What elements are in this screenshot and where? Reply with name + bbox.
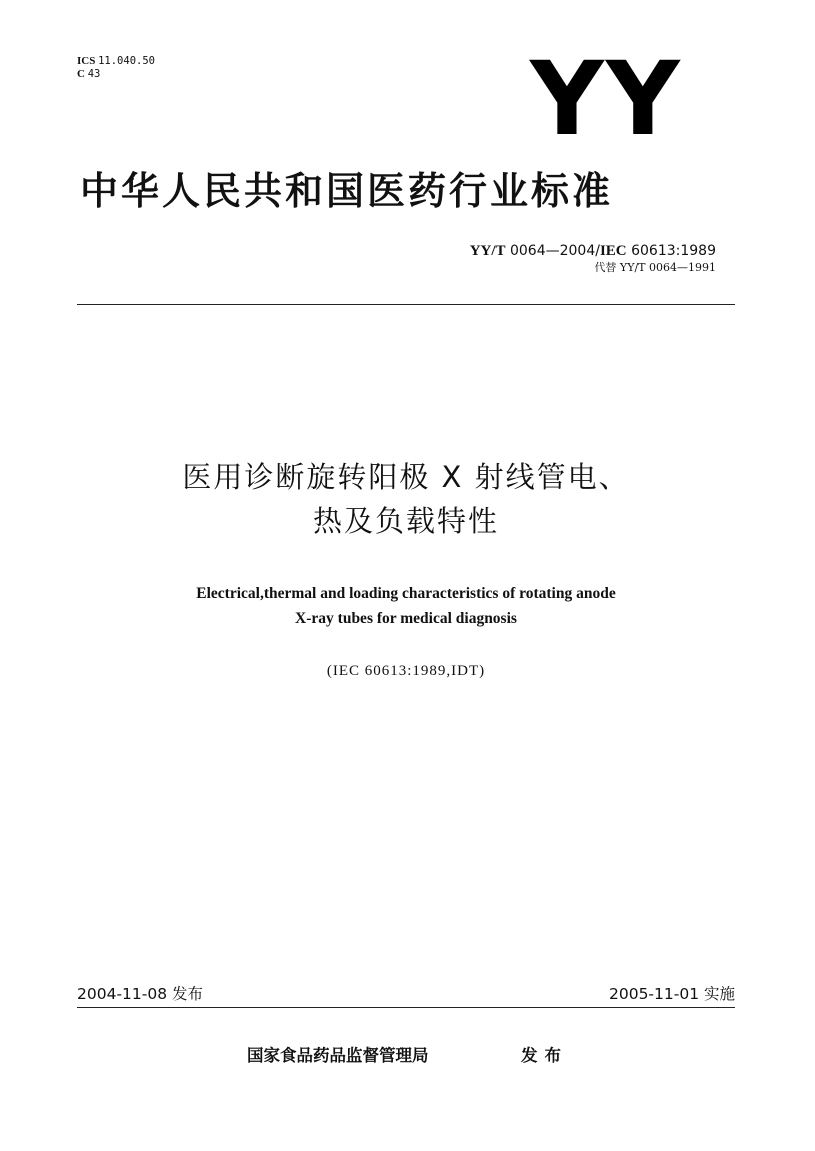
issuing-authority: 国家食品药品监督管理局 (247, 1046, 429, 1065)
ccs-line (77, 68, 155, 81)
standard-mark-logo: YY (530, 40, 682, 159)
ics-code: 11.040.50 (98, 55, 155, 67)
title-zh-line-1: 医用诊断旋转阳极 X 射线管电、 (182, 460, 630, 494)
replaces-note: 代替 YY/T 0064—1991 (594, 261, 716, 274)
standard-prefix: YY/T (469, 243, 506, 259)
ics-classification (77, 55, 155, 81)
standard-number (470, 243, 716, 260)
footer-divider (77, 1007, 735, 1008)
issuing-action: 发布 (521, 1046, 568, 1065)
ccs-label: C (77, 68, 85, 80)
title-zh-line-2: 热及负载特性 (312, 504, 499, 538)
title-en-line-2: X-ray tubes for medical diagnosis (295, 610, 517, 627)
implementation-date: 2005-11-01 实施 (608, 985, 735, 1003)
iec-number: 60613:1989 (631, 243, 716, 259)
issue-date: 2004-11-08 发布 (77, 985, 204, 1003)
standard-category-title: 中华人民共和国医药行业标准 (80, 169, 614, 213)
standard-number-value: 0064—2004/ (509, 243, 600, 259)
ics-line (77, 55, 155, 68)
iec-equivalence: (IEC 60613:1989,IDT) (326, 663, 486, 679)
ics-label: ICS (77, 55, 96, 67)
title-en-line-1: Electrical,thermal and loading characteristics of rotating anode (196, 585, 616, 602)
header-divider (77, 304, 735, 305)
iec-prefix: IEC (599, 243, 627, 259)
ccs-code: 43 (87, 68, 101, 80)
document-title-chinese (77, 455, 735, 543)
document-title-english (77, 581, 735, 631)
